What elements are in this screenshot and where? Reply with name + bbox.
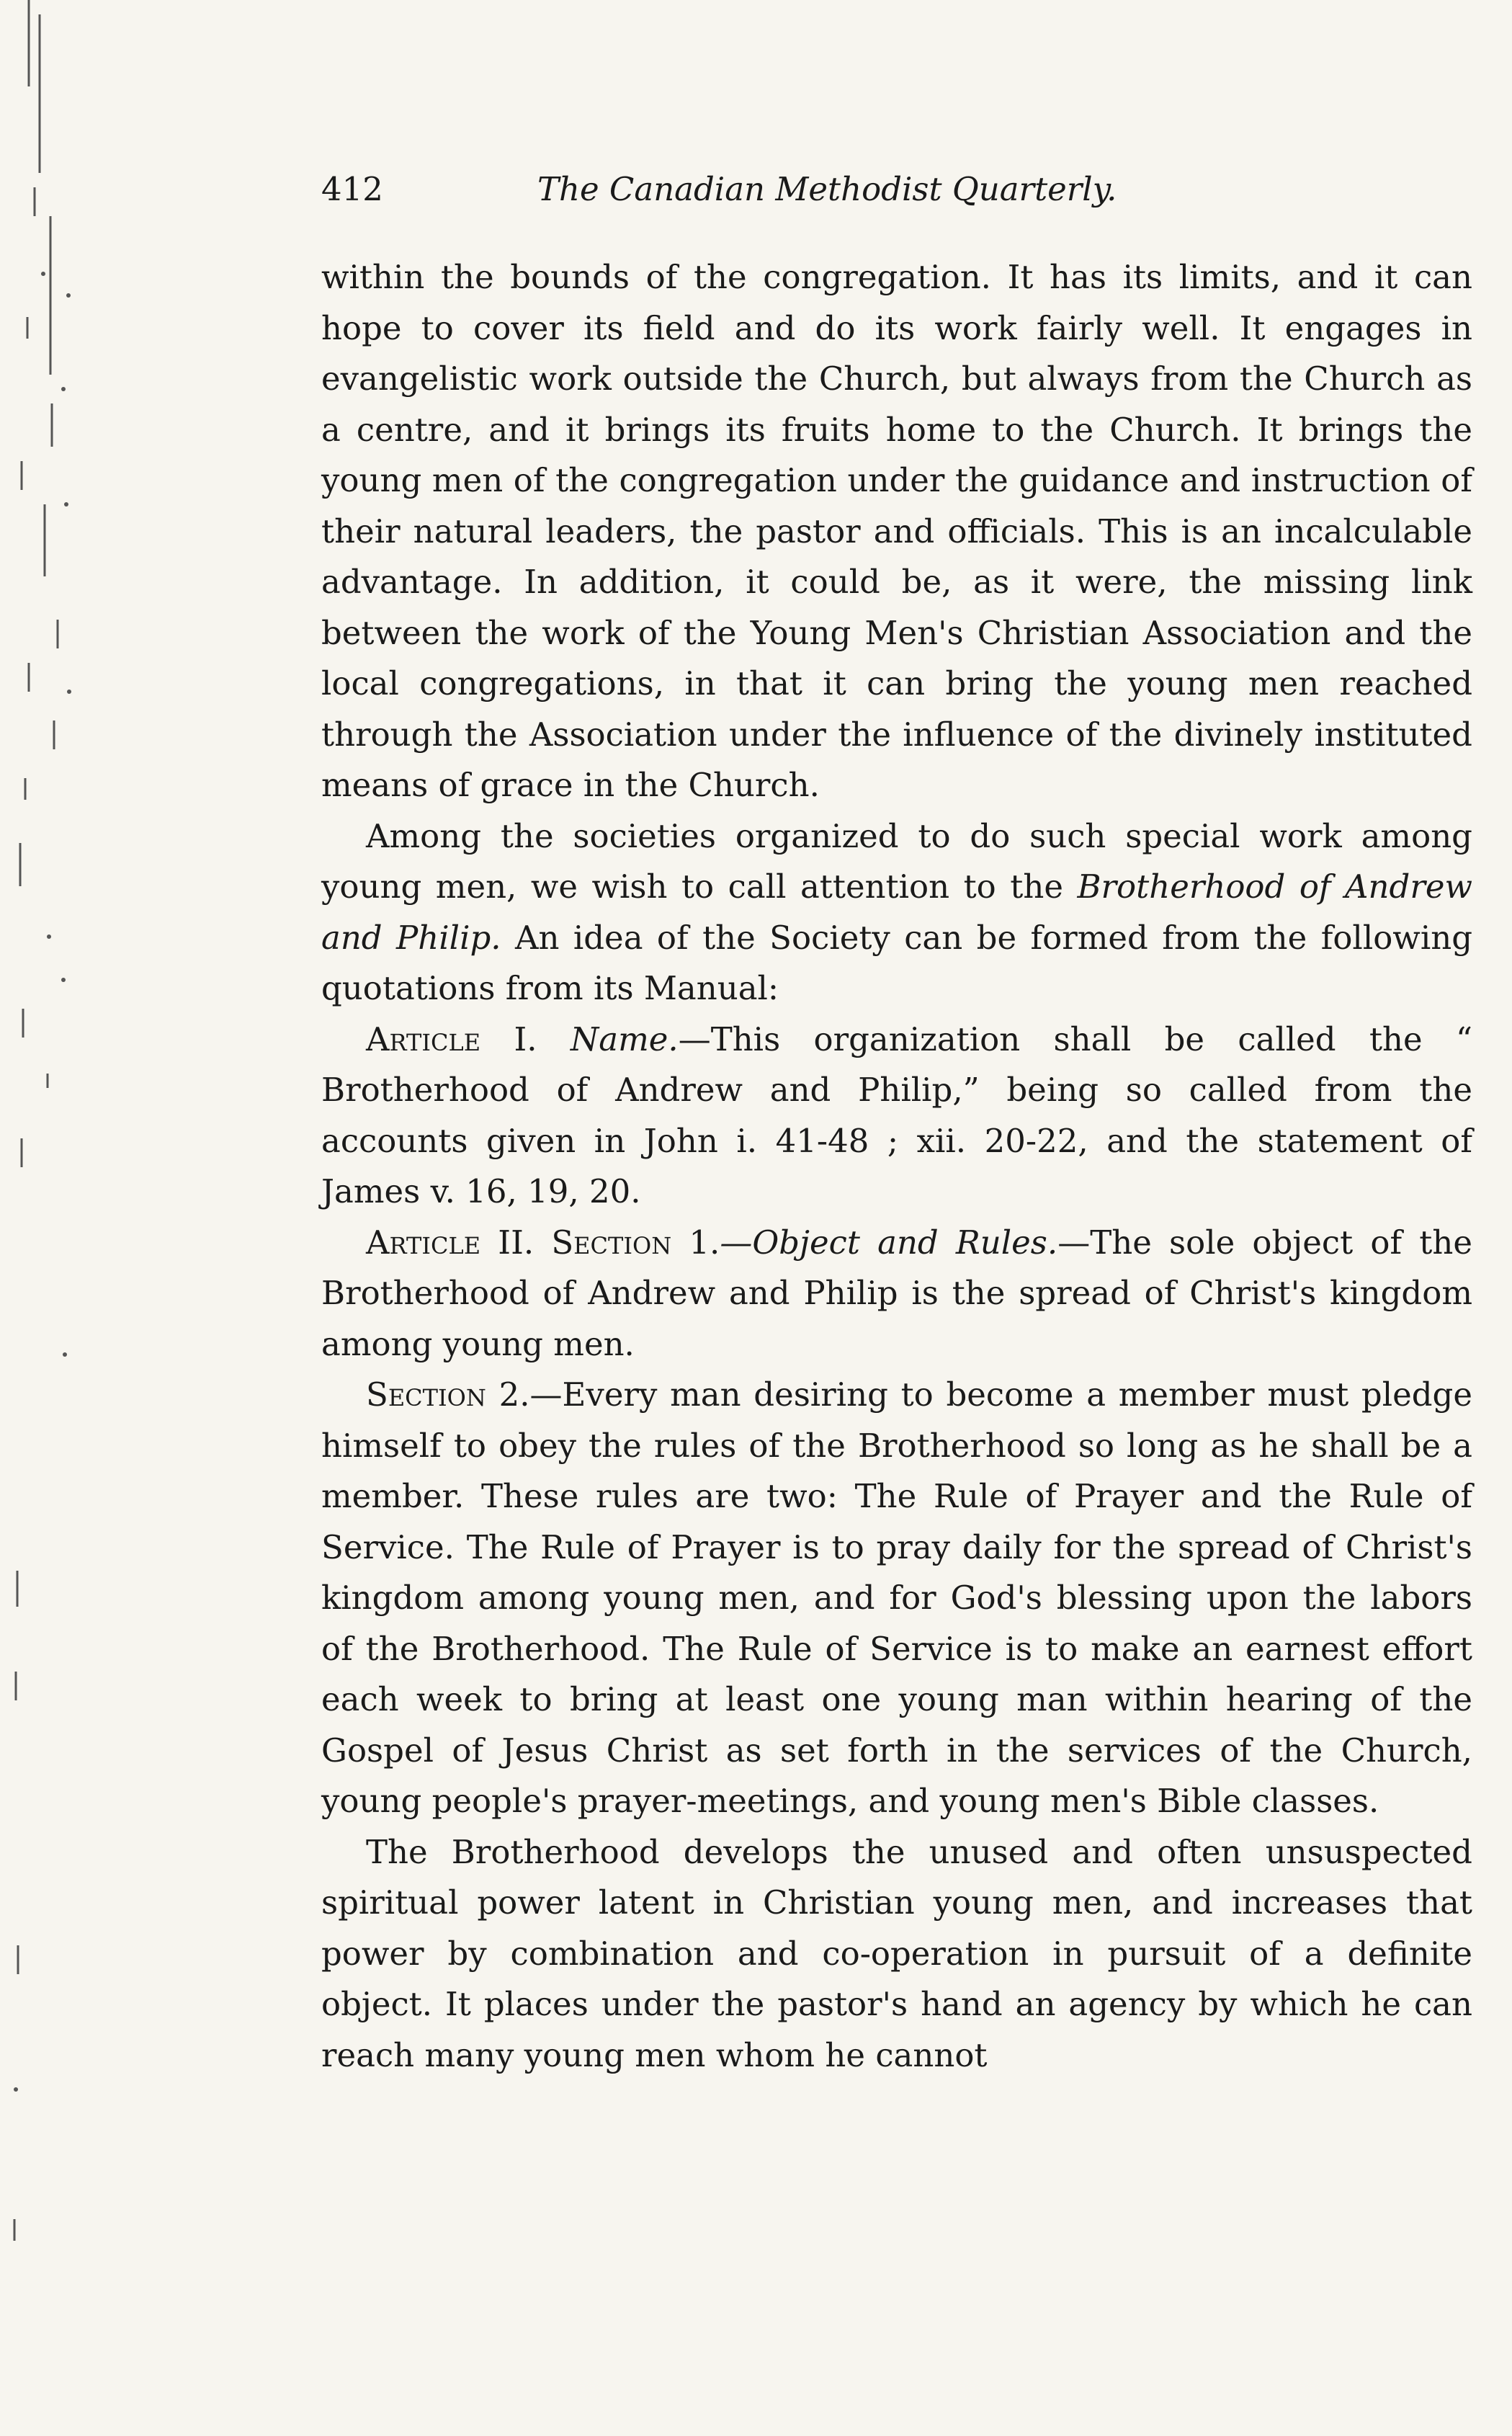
page-number: 412 (321, 170, 383, 208)
article-heading: Name. (570, 1020, 679, 1058)
paragraph-text: —This organization shall be called the “ Brotherhood of Andrew and Philip,” being so called from the accounts given in John i. 41-48 ; xii. 20-22, and the statement of James v. 16, 19, 20. (321, 1020, 1472, 1210)
paragraph-text: —The sole object of the Brotherhood of Andrew and Philip is the spread of Christ's kingdom among young men. (321, 1223, 1472, 1363)
paragraph-text: The Brotherhood develops the unused and often unsuspected spiritual power latent in Christian young men, and increases that power by combination and co-operation in pursuit of a definite object. It places under the pastor's hand an agency by which he can reach many young men whom he cannot (321, 1832, 1472, 2074)
paragraph-text: within the bounds of the congregation. It has its limits, and it can hope to cover its field and do its work fairly well. It engages in evangelistic work outside the Church, but always from the Church as a centre, and it brings its fruits home to the Church. It brings the young men of the congregation under the guidance and instruction of their natural leaders, the pastor and officials. This is an incalculable advantage. In addition, it could be, as it were, the missing link between the work of the Young Men's Christian Association and the local congregations, in that it can bring the young men reached through the Association under the influence of the divinely instituted means of grace in the Church. (321, 258, 1472, 804)
article-body (321, 252, 1472, 2081)
paragraph-continuation (321, 252, 1472, 811)
binding-gutter-marks (0, 0, 79, 2436)
section-label: Section 2. (366, 1375, 530, 1414)
paragraph-societies (321, 811, 1472, 1014)
running-title: The Canadian Methodist Quarterly. (537, 170, 1117, 208)
article-one (321, 1014, 1472, 1218)
article-label: Article II. (366, 1223, 534, 1262)
page-header (321, 164, 1474, 215)
paragraph-text: Among the societies organized to do such special work among young men, we wish to call attention to the (321, 816, 1472, 906)
article-two (321, 1218, 1472, 1370)
paragraph-brotherhood (321, 1827, 1472, 2082)
section-two (321, 1370, 1472, 1827)
section-heading: —Object and Rules. (720, 1223, 1058, 1262)
society-name: Brotherhood of Andrew and Philip. (321, 867, 1472, 957)
section-label: Section 1. (551, 1223, 720, 1262)
paragraph-text: An idea of the Society can be formed from the following quotations from its Manual: (321, 918, 1473, 1007)
article-label: Article I. (366, 1020, 537, 1058)
paragraph-text: —Every man desiring to become a member must pledge himself to obey the rules of the Brotherhood so long as he shall be a member. These rules are two: The Rule of Prayer and the Rule of Service. The Rule of Prayer is to pray daily for the spread of Christ's kingdom among young men, and for God's blessing upon the labors of the Brotherhood. The Rule of Service is to make an earnest effort each week to bring at least one young man within hearing of the Gospel of Jesus Christ as set forth in the services of the Church, young people's prayer-meetings, and young men's Bible classes. (321, 1375, 1472, 1820)
